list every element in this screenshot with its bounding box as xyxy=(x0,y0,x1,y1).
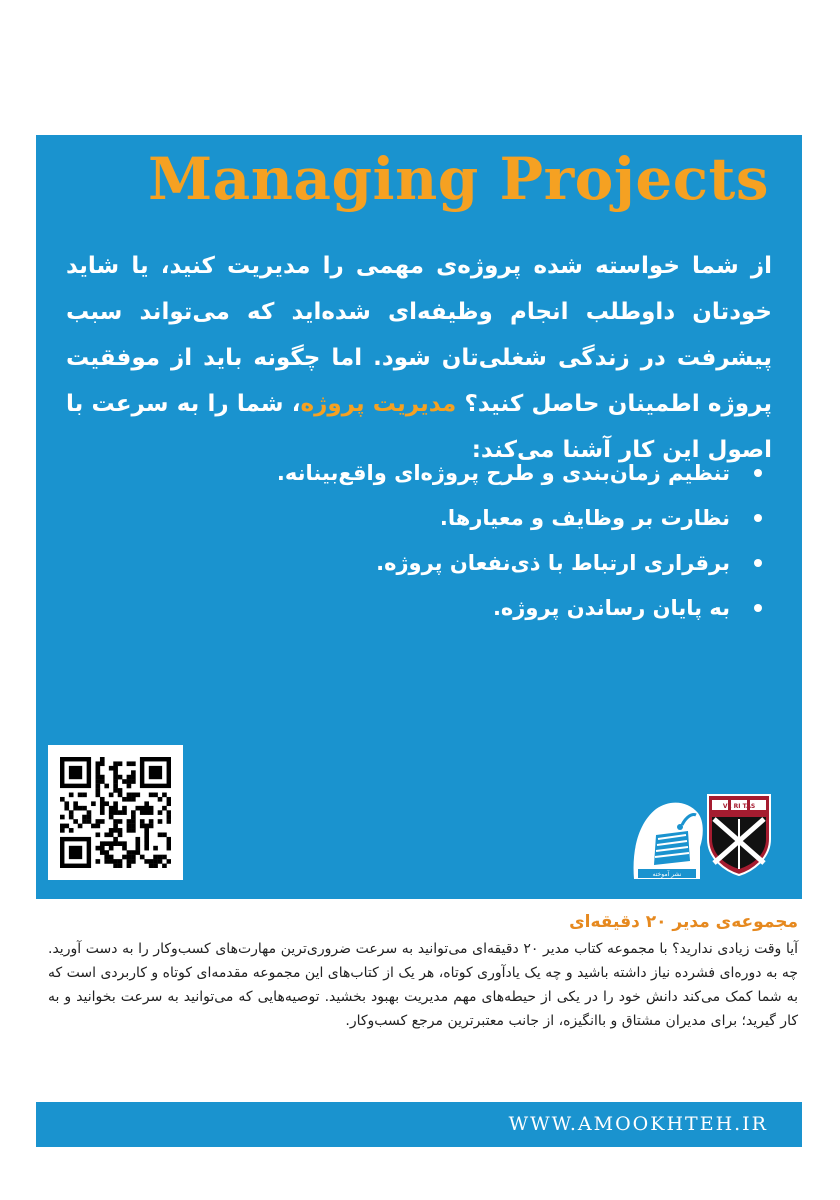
bullet-item xyxy=(162,586,762,631)
intro-paragraph xyxy=(66,243,772,473)
bullet-text: برقراری ارتباط با ذی‌نفعان پروژه. xyxy=(376,551,730,575)
bullet-text: نظارت بر وظایف و معیارها. xyxy=(439,506,730,530)
intro-lead: از شما خواسته شده پروژه‌ی مهمی را مدیریت کنید، یا شاید خودتان داوطلب انجام وظیفه‌ای شده‌اید که می‌تواند سبب پیشرفت در زندگی شغلی‌تان شود. اما چگونه باید از موفقیت پروژه اطمینان حاصل کنید؟ xyxy=(66,253,772,417)
website-link[interactable]: WWW.AMOOKHTEH.IR xyxy=(508,1113,768,1135)
footer-bar xyxy=(36,1102,802,1147)
series-description: آیا وقت زیادی ندارید؟ با مجموعه کتاب مدیر ۲۰ دقیقه‌ای می‌توانید به سرعت ضروری‌ترین مهارت‌های کسب‌وکار را به دست آورید. چه به دوره‌ای فشرده نیاز داشته باشید و چه یک یادآوری کوتاه، هر یک از کتاب‌های این مجموعه مقدمه‌ای کوتاه و کاربردی است که به شما کمک می‌کند دانش خود را در یکی از حیطه‌های مهم مدیریت بهبود بخشید. توصیه‌هایی که می‌توانید به سرعت بخوانید و به کار گیرید؛ برای مدیران مشتاق و باانگیزه، از جانب معتبرترین مرجع کسب‌وکار. xyxy=(48,941,798,1029)
book-title: Managing Projects xyxy=(147,145,769,213)
bullet-list xyxy=(162,451,762,631)
series-title: مجموعه‌ی مدیر ۲۰ دقیقه‌ای xyxy=(569,912,798,932)
publisher-logo-icon xyxy=(626,795,706,881)
bullet-text: تنظیم زمان‌بندی و طرح پروژه‌ای واقع‌بینانه. xyxy=(276,461,730,485)
bullet-item xyxy=(162,451,762,496)
harvard-shield-icon xyxy=(706,793,772,877)
bullet-item xyxy=(162,541,762,586)
intro-highlight: مدیریت پروژه xyxy=(300,391,457,417)
cover-panel xyxy=(36,135,802,899)
qr-code-icon xyxy=(60,757,171,868)
shield-motto-text: VE RI TAS xyxy=(722,803,756,810)
intro-tail: ، شما را به سرعت با اصول این کار آشنا می‌کند: xyxy=(66,391,772,463)
bullet-dot-icon xyxy=(754,469,762,477)
bullet-dot-icon xyxy=(754,604,762,612)
bullet-dot-icon xyxy=(754,514,762,522)
bullet-item xyxy=(162,496,762,541)
bullet-dot-icon xyxy=(754,559,762,567)
bullet-text: به پایان رساندن پروژه. xyxy=(492,596,730,620)
qr-code xyxy=(48,745,183,880)
publisher-logo-text: نشر آموخته xyxy=(652,871,682,878)
